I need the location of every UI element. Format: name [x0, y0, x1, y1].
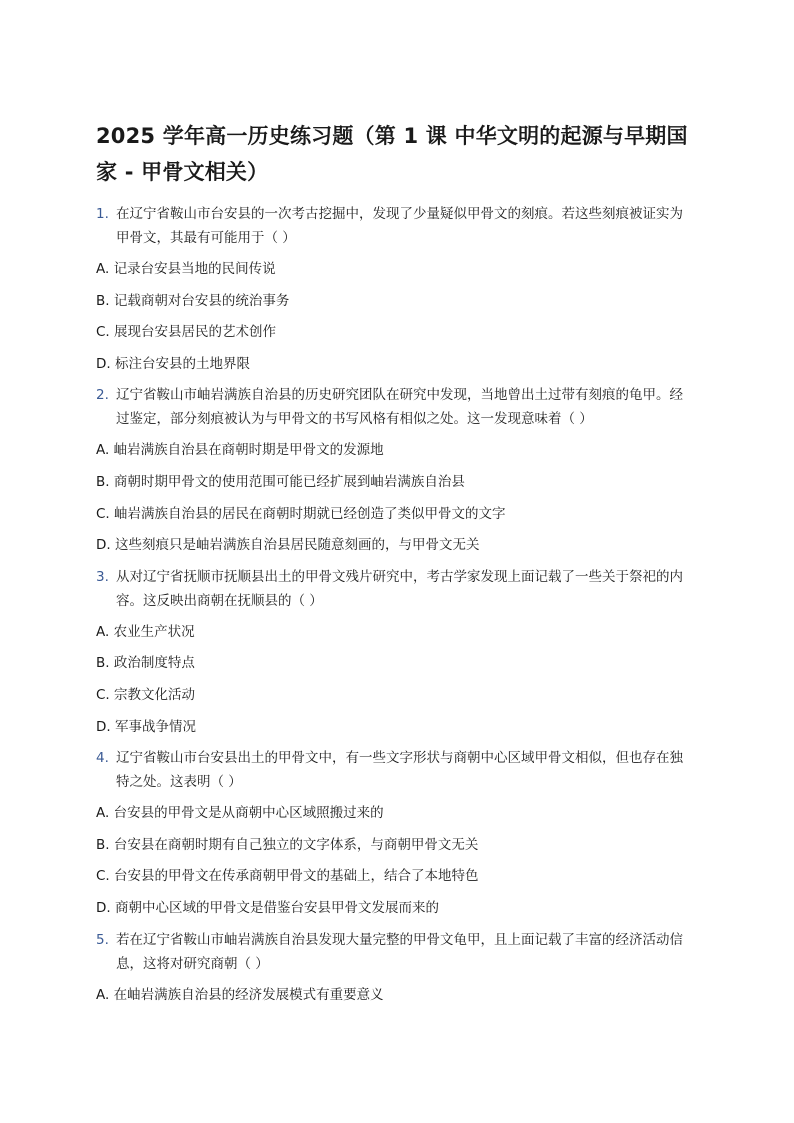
- answer-option: D. 商朝中心区域的甲骨文是借鉴台安县甲骨文发展而来的: [96, 899, 439, 916]
- answer-option: A. 在岫岩满族自治县的经济发展模式有重要意义: [96, 986, 384, 1003]
- question-5: [96, 928, 696, 1007]
- question-stem: [96, 928, 696, 976]
- question-3: [96, 565, 696, 739]
- question-stem: [96, 383, 696, 431]
- question-text: 从对辽宁省抚顺市抚顺县出土的甲骨文残片研究中，考古学家发现上面记载了一些关于祭祀的内容。这反映出商朝在抚顺县的（ ）: [116, 568, 683, 609]
- question-2: [96, 383, 696, 557]
- question-number: 4.: [96, 750, 109, 767]
- answer-option: C. 展现台安县居民的艺术创作: [96, 324, 277, 341]
- question-text: 辽宁省鞍山市台安县出土的甲骨文中，有一些文字形状与商朝中心区域甲骨文相似，但也存在独特之处。这表明（ ）: [116, 750, 683, 791]
- question-number: 5.: [96, 931, 109, 948]
- question-number: 2.: [96, 387, 109, 404]
- answer-option: B. 政治制度特点: [96, 655, 195, 672]
- question-number: 1.: [96, 206, 109, 222]
- question-text: 若在辽宁省鞍山市岫岩满族自治县发现大量完整的甲骨文龟甲，且上面记载了丰富的经济活动信息，这将对研究商朝（ ）: [116, 931, 683, 972]
- question-stem: [96, 746, 696, 794]
- document-title: 2025 学年高一历史练习题（第 1 课 中华文明的起源与早期国家 - 甲骨文相关）: [96, 124, 688, 184]
- answer-option: A. 记录台安县当地的民间传说: [96, 261, 276, 277]
- answer-option: C. 宗教文化活动: [96, 686, 196, 703]
- answer-option: D. 军事战争情况: [96, 718, 196, 735]
- question-text: 在辽宁省鞍山市台安县的一次考古挖掘中，发现了少量疑似甲骨文的刻痕。若这些刻痕被证实为甲骨文，其最有可能用于（ ）: [116, 206, 683, 246]
- answer-option: C. 岫岩满族自治县的居民在商朝时期就已经创造了类似甲骨文的文字: [96, 505, 506, 522]
- question-list: [96, 202, 696, 1007]
- question-stem: [96, 202, 696, 250]
- answer-option: B. 台安县在商朝时期有自己独立的文字体系，与商朝甲骨文无关: [96, 836, 479, 853]
- answer-option: B. 记载商朝对台安县的统治事务: [96, 292, 290, 309]
- answer-option: D. 标注台安县的土地界限: [96, 355, 250, 372]
- answer-option: C. 台安县的甲骨文在传承商朝甲骨文的基础上，结合了本地特色: [96, 868, 479, 885]
- question-number: 3.: [96, 568, 109, 585]
- answer-option: A. 台安县的甲骨文是从商朝中心区域照搬过来的: [96, 805, 384, 822]
- answer-option: B. 商朝时期甲骨文的使用范围可能已经扩展到岫岩满族自治县: [96, 473, 465, 490]
- answer-option: D. 这些刻痕只是岫岩满族自治县居民随意刻画的，与甲骨文无关: [96, 537, 480, 554]
- question-1: [96, 202, 696, 376]
- document-page: [96, 118, 696, 1014]
- question-4: [96, 746, 696, 920]
- answer-option: A. 农业生产状况: [96, 623, 195, 640]
- question-text: 辽宁省鞍山市岫岩满族自治县的历史研究团队在研究中发现，当地曾出土过带有刻痕的龟甲。经过鉴定，部分刻痕被认为与甲骨文的书写风格有相似之处。这一发现意味着（ ）: [116, 387, 683, 428]
- question-stem: [96, 565, 696, 613]
- answer-option: A. 岫岩满族自治县在商朝时期是甲骨文的发源地: [96, 442, 384, 459]
